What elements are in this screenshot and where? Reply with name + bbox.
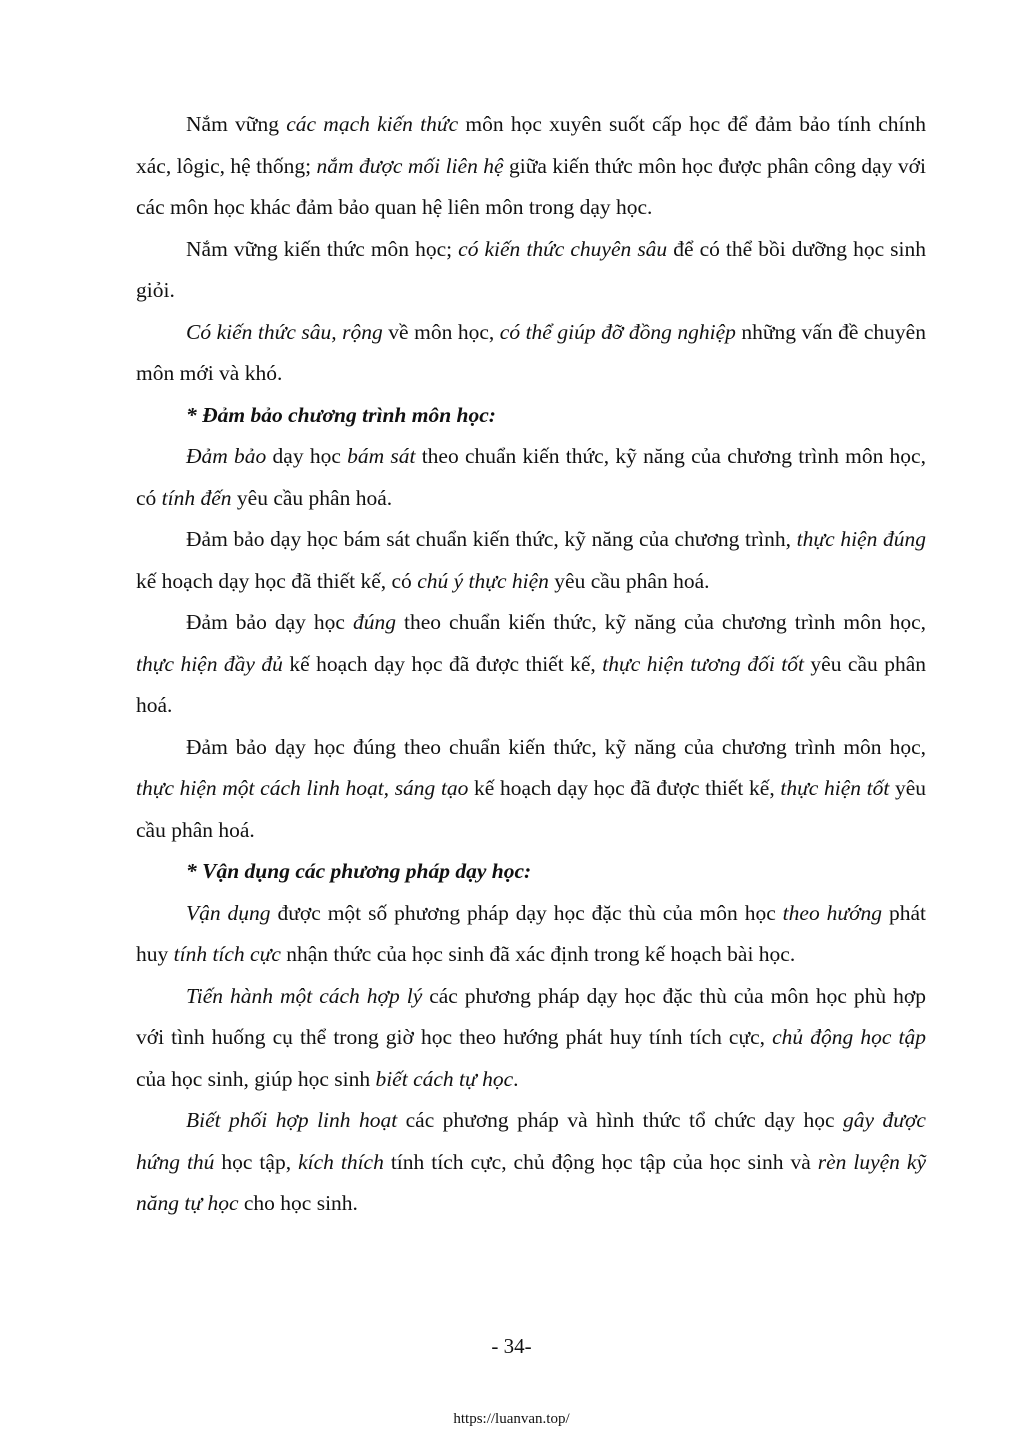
paragraph <box>136 976 926 1101</box>
paragraph <box>136 104 926 229</box>
text-run: nhận thức của học sinh đã xác định trong kế hoạch bài học. <box>280 942 796 966</box>
text-run: để có thể bồi dưỡng học sinh giỏi. <box>136 236 926 302</box>
text-run: được một số phương pháp dạy học đặc thù của môn học <box>270 900 783 925</box>
document-body <box>136 104 926 1225</box>
paragraph <box>136 893 926 976</box>
italic-phrase: Đảm bảo <box>186 444 267 468</box>
text-run: kế hoạch dạy học đã được thiết kế, <box>282 651 603 676</box>
text-run: của học sinh, giúp học sinh <box>136 1066 376 1091</box>
text-run: cho học sinh. <box>238 1191 358 1215</box>
text-run: Nắm vững kiến thức môn học; <box>186 236 459 261</box>
italic-phrase: có thể giúp đỡ đồng nghiệp <box>499 319 736 344</box>
italic-phrase: các mạch kiến thức <box>286 112 459 136</box>
paragraph <box>136 1100 926 1225</box>
text-run: giữa kiến thức môn học được phân công dạy với các môn học khác đảm bảo quan hệ liên môn trong dạy học. <box>136 153 926 219</box>
italic-phrase: chủ động học tập <box>772 1025 926 1049</box>
text-run: những vấn đề chuyên môn mới và khó. <box>136 319 926 385</box>
italic-phrase: tính tích cực <box>173 942 281 966</box>
text-run: Đảm bảo dạy học đúng theo chuẩn kiến thức, kỹ năng của chương trình môn học, <box>186 734 926 759</box>
text-run: môn học xuyên suốt cấp học để đảm bảo tính chính xác, lôgic, hệ thống; <box>136 112 926 178</box>
text-run: về môn học, <box>382 319 500 344</box>
italic-phrase: Biết phối hợp linh hoạt <box>186 1108 398 1132</box>
section-heading: * Đảm bảo chương trình môn học: <box>186 402 496 427</box>
italic-phrase: thực hiện đúng <box>796 527 927 551</box>
text-run: phát huy <box>136 900 926 966</box>
italic-phrase: gây được hứng thú <box>136 1108 926 1174</box>
page-number: - 34- <box>491 1334 532 1358</box>
text-run: yêu cầu phân hoá. <box>231 485 393 510</box>
text-run: theo chuẩn kiến thức, kỹ năng của chương trình môn học, có <box>136 444 926 510</box>
text-run: yêu cầu phân hoá. <box>136 776 927 842</box>
italic-phrase: chú ý thực hiện <box>417 568 549 593</box>
text-run: Đảm bảo dạy học <box>186 610 353 634</box>
paragraph <box>136 727 926 852</box>
paragraph <box>136 312 926 395</box>
text-run: theo chuẩn kiến thức, kỹ năng của chương trình môn học, <box>395 610 926 634</box>
italic-phrase: thực hiện một cách linh hoạt, sáng tạo <box>136 776 469 800</box>
italic-phrase: có kiến thức chuyên sâu <box>458 236 668 261</box>
italic-phrase: bám sát <box>347 444 416 468</box>
text-run: các phương pháp dạy học đặc thù của môn học phù hợp với tình huống cụ thể trong giờ học theo hướng phát huy tính tích cực, <box>136 983 926 1049</box>
paragraph <box>136 436 926 519</box>
text-run: yêu cầu phân hoá. <box>548 568 710 593</box>
italic-phrase: Có kiến thức sâu, rộng <box>186 319 383 344</box>
text-run: dạy học <box>266 444 348 468</box>
footer-url: https://luanvan.top/ <box>453 1411 570 1427</box>
italic-phrase: thực hiện tương đối tốt <box>602 651 804 676</box>
italic-phrase: rèn luyện kỹ năng tự học <box>136 1149 926 1215</box>
italic-phrase: Tiến hành một cách hợp lý <box>186 983 423 1008</box>
text-run: kế hoạch dạy học đã thiết kế, có <box>136 568 418 593</box>
text-run: Nắm vững <box>186 112 287 136</box>
italic-phrase: kích thích <box>298 1149 384 1174</box>
paragraph <box>136 229 926 312</box>
text-run: yêu cầu phân hoá. <box>136 651 926 717</box>
italic-phrase: thực hiện tốt <box>780 776 890 800</box>
section-heading: * Vận dụng các phương pháp dạy học: <box>186 859 532 883</box>
italic-phrase: đúng <box>352 610 396 634</box>
italic-phrase: theo hướng <box>782 900 883 925</box>
text-run: Đảm bảo dạy học bám sát chuẩn kiến thức, kỹ năng của chương trình, <box>186 527 797 551</box>
text-run: . <box>513 1066 519 1091</box>
paragraph <box>136 602 926 727</box>
paragraph <box>136 519 926 602</box>
text-run: các phương pháp và hình thức tổ chức dạy học <box>397 1108 844 1132</box>
text-run: tính tích cực, chủ động học tập của học sinh và <box>383 1149 818 1174</box>
text-run: kế hoạch dạy học đã được thiết kế, <box>468 776 781 800</box>
text-run: học tập, <box>214 1149 299 1174</box>
italic-phrase: thực hiện đầy đủ <box>136 651 283 676</box>
italic-phrase: Vận dụng <box>186 900 271 925</box>
italic-phrase: nắm được mối liên hệ <box>316 153 504 178</box>
italic-phrase: biết cách tự học <box>375 1066 514 1091</box>
italic-phrase: tính đến <box>161 485 232 510</box>
